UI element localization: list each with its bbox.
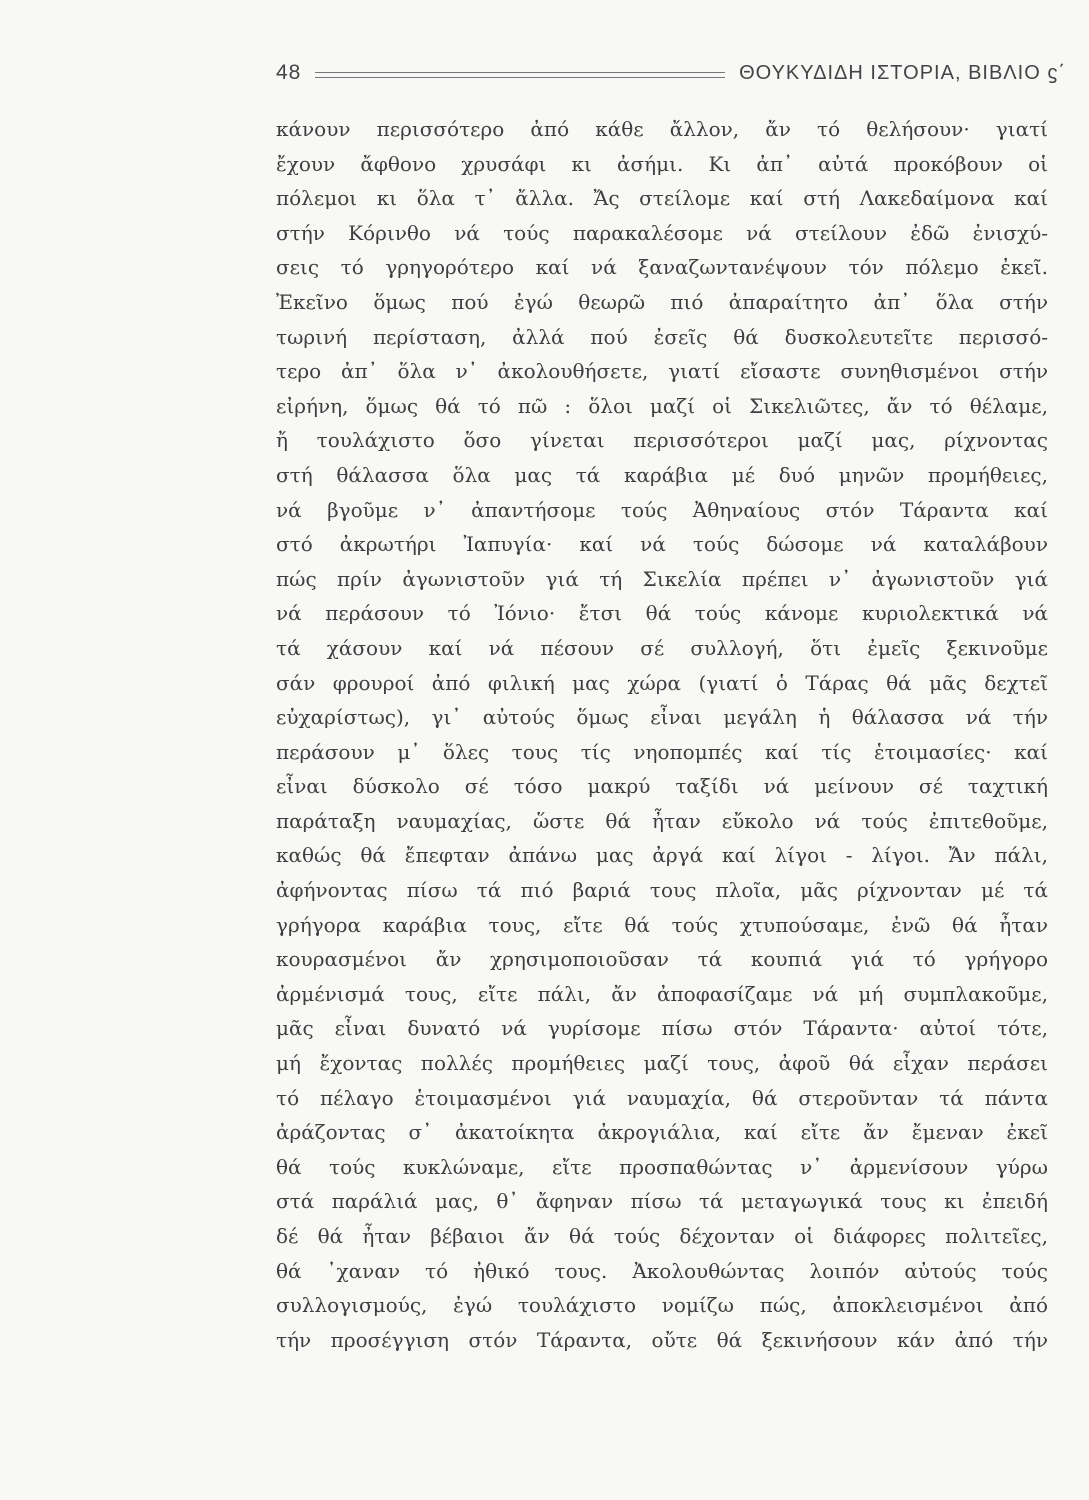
page-number: 48 [276,61,302,84]
text-line: τωρινή περίσταση, ἀλλά πού ἐσεῖς θά δυσκολευτεῖτε περισσό- [276,324,1048,349]
body-text [276,112,1048,1357]
text-line: νά βγοῦμε ν᾽ ἀπαντήσομε τούς Ἀθηναίους στόν Τάραντα καί [276,497,1048,522]
text-line: συλλογισμούς, ἐγώ τουλάχιστο νομίζω πώς, ἀποκλεισμένοι ἀπό [276,1293,1048,1318]
text-line: ἀράζοντας σ᾽ ἀκατοίκητα ἀκρογιάλια, καί εἴτε ἄν ἔμεναν ἐκεῖ [276,1120,1048,1145]
text-line: κάνουν περισσότερο ἀπό κάθε ἄλλον, ἄν τό θελήσουν· γιατί [276,117,1048,141]
text-line: γρήγορα καράβια τους, εἴτε θά τούς χτυπούσαμε, ἐνῶ θά ἦταν [276,912,1048,937]
text-line: πώς πρίν ἀγωνιστοῦν γιά τή Σικελία πρέπει ν᾽ ἀγωνιστοῦν γιά [276,566,1048,591]
text-line: θά ᾽χαναν τό ἠθικό τους. Ἀκολουθώντας λοιπόν αὐτούς τούς [276,1258,1048,1283]
text-line: πόλεμοι κι ὅλα τ᾽ ἄλλα. Ἄς στείλομε καί στή Λακεδαίμονα καί [276,186,1048,211]
text-line: παράταξη ναυμαχίας, ὥστε θά ἦταν εὔκολο νά τούς ἐπιτεθοῦμε, [276,808,1048,833]
text-line: Ἐκεῖνο ὅμως πού ἐγώ θεωρῶ πιό ἀπαραίτητο ἀπ᾽ ὅλα στήν [276,289,1048,314]
text-line: ἔχουν ἄφθονο χρυσάφι κι ἀσήμι. Κι ἀπ᾽ αὐτά προκόβουν οἱ [276,151,1048,176]
text-line: στή θάλασσα ὅλα μας τά καράβια μέ δυό μηνῶν προμήθειες, [276,462,1048,487]
text-line: εἶναι δύσκολο σέ τόσο μακρύ ταξίδι νά μείνουν σέ ταχτική [276,774,1048,799]
text-line: τό πέλαγο ἑτοιμασμένοι γιά ναυμαχία, θά στεροῦνταν τά πάντα [276,1085,1048,1110]
text-line: στά παράλιά μας, θ᾽ ἄφηναν πίσω τά μεταγωγικά τους κι ἐπειδή [276,1189,1048,1214]
text-line: σάν φρουροί ἀπό φιλική μας χώρα (γιατί ὁ Τάρας θά μᾶς δεχτεῖ [276,670,1048,695]
text-line: τερο ἀπ᾽ ὅλα ν᾽ ἀκολουθήσετε, γιατί εἴσαστε συνηθισμένοι στήν [276,359,1048,384]
running-title: ΘΟΥΚΥΔΙΔΗ ΙΣΤΟΡΙΑ, ΒΙΒΛΙΟ ϛ΄ [739,61,1066,84]
text-line: στό ἀκρωτήρι Ἰαπυγία· καί νά τούς δώσομε νά καταλάβουν [276,532,1048,557]
text-line: ἀρμένισμά τους, εἴτε πάλι, ἄν ἀποφασίζαμε νά μή συμπλακοῦμε, [276,981,1048,1006]
text-line: ἀφήνοντας πίσω τά πιό βαριά τους πλοῖα, μᾶς ρίχνονταν μέ τά [276,878,1048,903]
text-line: περάσουν μ᾽ ὅλες τους τίς νηοπομπές καί τίς ἑτοιμασίες· καί [276,739,1048,764]
text-line: τά χάσουν καί νά πέσουν σέ συλλογή, ὅτι ἐμεῖς ξεκινοῦμε [276,635,1048,660]
text-line: εὐχαρίστως), γι᾽ αὐτούς ὅμως εἶναι μεγάλη ἡ θάλασσα νά τήν [276,705,1048,730]
text-line: νά περάσουν τό Ἰόνιο· ἔτσι θά τούς κάνομε κυριολεκτικά νά [276,601,1048,626]
running-header [276,58,1066,88]
text-line: εἰρήνη, ὅμως θά τό πῶ : ὅλοι μαζί οἱ Σικελιῶτες, ἄν τό θέλαμε, [276,393,1048,418]
text-line: μᾶς εἶναι δυνατό νά γυρίσομε πίσω στόν Τάραντα· αὐτοί τότε, [276,1016,1048,1041]
text-line: ἤ τουλάχιστο ὅσο γίνεται περισσότεροι μαζί μας, ρίχνοντας [276,428,1048,453]
text-line: μή ἔχοντας πολλές προμήθειες μαζί τους, ἀφοῦ θά εἶχαν περάσει [276,1051,1048,1076]
header-rule [315,72,725,78]
text-line: δέ θά ἦταν βέβαιοι ἄν θά τούς δέχονταν οἱ διάφορες πολιτεῖες, [276,1224,1048,1248]
text-line: σεις τό γρηγορότερο καί νά ξαναζωντανέψουν τόν πόλεμο ἐκεῖ. [276,255,1048,280]
text-line: καθώς θά ἔπεφταν ἀπάνω μας ἀργά καί λίγοι - λίγοι. Ἄν πάλι, [276,843,1048,868]
text-line: τήν προσέγγιση στόν Τάραντα, οὔτε θά ξεκινήσουν κάν ἀπό τήν [276,1327,1048,1352]
text-line: στήν Κόρινθο νά τούς παρακαλέσομε νά στείλουν ἐδῶ ἐνισχύ- [276,220,1048,245]
text-line: θά τούς κυκλώναμε, εἴτε προσπαθώντας ν᾽ ἀρμενίσουν γύρω [276,1154,1048,1179]
text-line: κουρασμένοι ἄν χρησιμοποιοῦσαν τά κουπιά γιά τό γρήγορο [276,947,1048,972]
